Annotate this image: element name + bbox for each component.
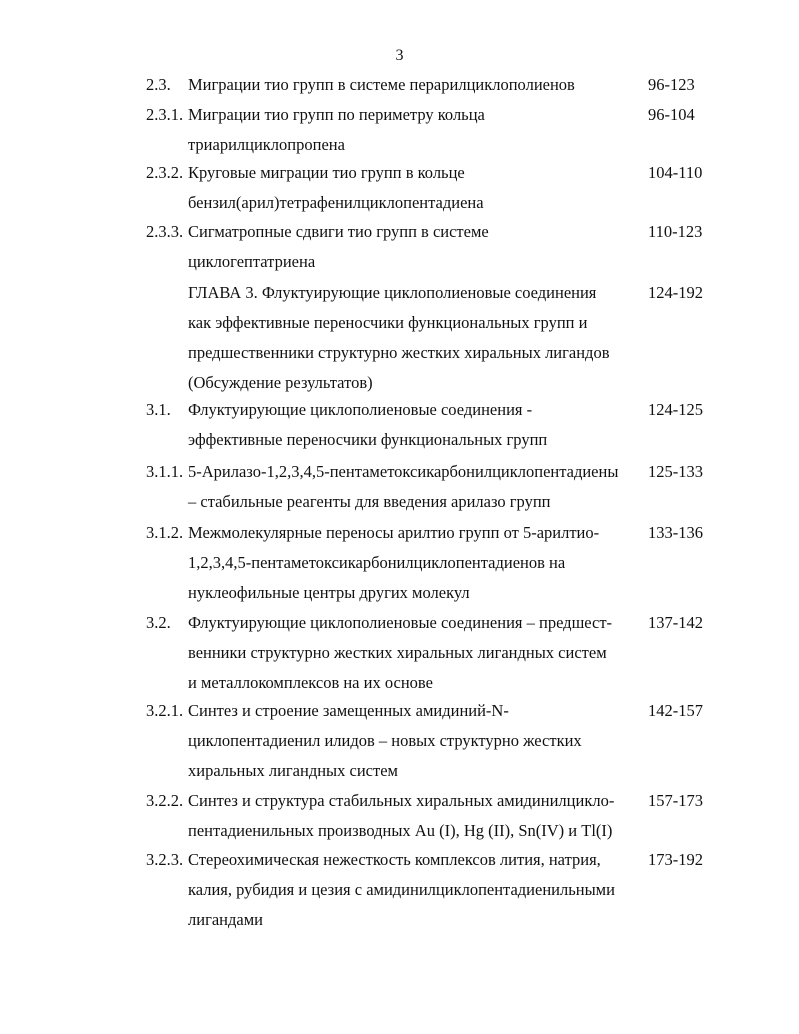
toc-entry-title-line: циклопентадиенил илидов – новых структурно жестких [188, 731, 582, 750]
toc-entry-title-line: Флуктуирующие циклополиеновые соединения - [188, 400, 533, 419]
toc-entry-pages: 125-133 [648, 462, 703, 481]
toc-entry-title [188, 278, 643, 398]
toc-entry-pages: 104-110 [648, 163, 703, 182]
toc-entry-title-line: Стереохимическая нежесткость комплексов лития, натрия, [188, 850, 601, 869]
toc-entry-title-line: и металлокомплексов на их основе [188, 673, 433, 692]
toc-entry-number: 3.2. [146, 613, 171, 632]
toc-entry-title [188, 696, 643, 786]
page-number: 3 [395, 47, 404, 64]
toc-entry-pages: 110-123 [648, 222, 703, 241]
toc-entry-title-line: триарилциклопропена [188, 135, 345, 154]
toc-entry-title [188, 457, 643, 517]
toc-entry-number: 3.1. [146, 400, 171, 419]
toc-entry-number: 3.1.1. [146, 462, 184, 481]
toc-entry-title-line: Миграции тио групп в системе перарилциклополиенов [188, 75, 575, 94]
toc-entry-title [188, 395, 643, 455]
toc-entry-title-line: венники структурно жестких хиральных лигандных систем [188, 643, 607, 662]
toc-entry-pages: 137-142 [648, 613, 703, 632]
toc-entry-title-line: пентадиенильных производных Au (I), Hg (II), Sn(IV) и Tl(I) [188, 821, 613, 840]
toc-entry-title [188, 786, 643, 846]
toc-entry-pages: 124-192 [648, 283, 703, 302]
toc-entry-title-line: эффективные переносчики функциональных групп [188, 430, 548, 449]
toc-entry-title-line: Синтез и строение замещенных амидиний-N- [188, 701, 509, 720]
toc-entry-title-line: Миграции тио групп по периметру кольца [188, 105, 485, 124]
toc-entry-title [188, 608, 643, 698]
toc-entry-title-line: калия, рубидия и цезия с амидинилциклопентадиенильными [188, 880, 615, 899]
toc-entry-title-line: 1,2,3,4,5-пентаметоксикарбонилциклопентадиенов на [188, 553, 566, 572]
toc-entry-title-line: 5-Арилазо-1,2,3,4,5-пентаметоксикарбонилциклопентадиены [188, 462, 619, 481]
toc-entry-pages: 96-123 [648, 75, 695, 94]
toc-entry-title-line: Синтез и структура стабильных хиральных амидинилцикло- [188, 791, 615, 810]
toc-entry-number: 2.3.3. [146, 222, 184, 241]
toc-entry-title-line: Круговые миграции тио групп в кольце [188, 163, 465, 182]
toc-entry-pages: 173-192 [648, 850, 703, 869]
toc-entry-title-line: как эффективные переносчики функциональных групп и [188, 313, 588, 332]
toc-entry-number: 3.2.1. [146, 701, 184, 720]
toc-entry-number: 3.2.3. [146, 850, 184, 869]
toc-entry-title-line: Сигматропные сдвиги тио групп в системе [188, 222, 489, 241]
toc-entry-pages: 133-136 [648, 523, 703, 542]
toc-entry-title-line: нуклеофильные центры других молекул [188, 583, 470, 602]
toc-entry-title-line: Флуктуирующие циклополиеновые соединения – предшест- [188, 613, 613, 632]
toc-entry-title [188, 518, 643, 608]
toc-entry-number: 2.3.2. [146, 163, 184, 182]
toc-entry-title-line: предшественники структурно жестких хиральных лигандов [188, 343, 610, 362]
toc-entry-pages: 142-157 [648, 701, 703, 720]
toc-entry-number: 2.3.1. [146, 105, 184, 124]
toc-entry-number: 3.2.2. [146, 791, 184, 810]
toc-entry-title [188, 217, 643, 277]
toc-entry-title-line: – стабильные реагенты для введения арилазо групп [188, 492, 551, 511]
toc-entry-title-line: бензил(арил)тетрафенилциклопентадиена [188, 193, 484, 212]
toc-entry-title [188, 845, 643, 935]
toc-entry-title-line: ГЛАВА 3. Флуктуирующие циклополиеновые соединения [188, 283, 597, 302]
toc-entry-title-line: хиральных лигандных систем [188, 761, 398, 780]
toc-entry-pages: 96-104 [648, 105, 695, 124]
toc-entry-pages: 124-125 [648, 400, 703, 419]
toc-entry-title-line: лигандами [188, 910, 263, 929]
toc-entry-number: 2.3. [146, 75, 171, 94]
toc-entry-pages: 157-173 [648, 791, 703, 810]
toc-entry-title-line: (Обсуждение результатов) [188, 373, 373, 392]
toc-entry-title [188, 100, 643, 160]
toc-entry-title-line: Межмолекулярные переносы арилтио групп от 5-арилтио- [188, 523, 600, 542]
toc-entry-title [188, 158, 643, 218]
toc-entry-title [188, 70, 643, 100]
toc-entry-title-line: циклогептатриена [188, 252, 316, 271]
toc-entry-number: 3.1.2. [146, 523, 184, 542]
